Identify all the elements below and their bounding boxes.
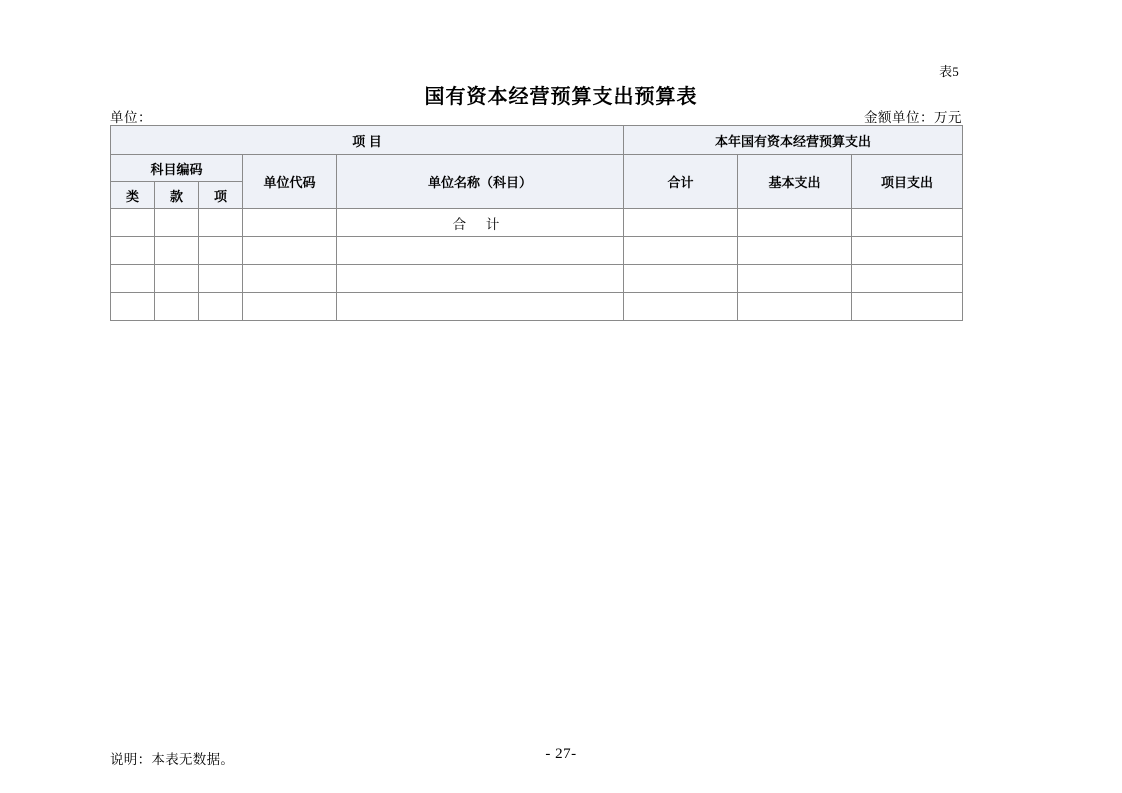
amount-unit-label: 金额单位：万元 xyxy=(864,110,962,125)
page-number: - 27- xyxy=(545,746,577,762)
header-project-expenditure: 项目支出 xyxy=(852,155,963,209)
cell-lei xyxy=(111,293,155,321)
cell-unit-name xyxy=(337,237,624,265)
table-note: 说明：本表无数据。 xyxy=(110,752,235,767)
cell-total xyxy=(624,237,738,265)
table-row xyxy=(111,293,963,321)
cell-kuan xyxy=(155,265,199,293)
cell-total xyxy=(624,293,738,321)
header-code-lei: 类 xyxy=(111,182,155,209)
cell-project xyxy=(852,293,963,321)
form-number-label: 表5 xyxy=(939,64,959,79)
cell-xiang xyxy=(199,209,243,237)
cell-unit-code xyxy=(243,209,337,237)
cell-unit-name xyxy=(337,265,624,293)
cell-unit-name-total: 合 计 xyxy=(337,209,624,237)
cell-kuan xyxy=(155,237,199,265)
cell-project xyxy=(852,209,963,237)
header-subject-code: 科目编码 xyxy=(111,155,243,182)
header-total: 合计 xyxy=(624,155,738,209)
table-row xyxy=(111,265,963,293)
header-basic-expenditure: 基本支出 xyxy=(738,155,852,209)
cell-unit-code xyxy=(243,265,337,293)
cell-basic xyxy=(738,209,852,237)
header-code-xiang: 项 xyxy=(199,182,243,209)
cell-total xyxy=(624,209,738,237)
header-unit-code: 单位代码 xyxy=(243,155,337,209)
cell-lei xyxy=(111,265,155,293)
table-row xyxy=(111,209,963,237)
cell-basic xyxy=(738,293,852,321)
cell-xiang xyxy=(199,293,243,321)
table-meta-row xyxy=(110,106,962,126)
cell-unit-code xyxy=(243,237,337,265)
table-header-sub-row-1 xyxy=(111,155,963,182)
cell-total xyxy=(624,265,738,293)
cell-project xyxy=(852,237,963,265)
header-expenditure-group: 本年国有资本经营预算支出 xyxy=(624,126,963,155)
cell-lei xyxy=(111,237,155,265)
cell-xiang xyxy=(199,237,243,265)
cell-unit-name xyxy=(337,293,624,321)
table-header xyxy=(111,126,963,209)
header-code-kuan: 款 xyxy=(155,182,199,209)
budget-table xyxy=(110,125,963,321)
cell-lei xyxy=(111,209,155,237)
cell-basic xyxy=(738,265,852,293)
table-header-group-row xyxy=(111,126,963,155)
table-body xyxy=(111,209,963,321)
unit-label: 单位： xyxy=(110,110,152,125)
table-row xyxy=(111,237,963,265)
cell-kuan xyxy=(155,293,199,321)
cell-kuan xyxy=(155,209,199,237)
cell-basic xyxy=(738,237,852,265)
cell-project xyxy=(852,265,963,293)
cell-xiang xyxy=(199,265,243,293)
page-title: 国有资本经营预算支出预算表 xyxy=(424,86,698,108)
cell-unit-code xyxy=(243,293,337,321)
header-item-group: 项 目 xyxy=(111,126,624,155)
header-unit-name: 单位名称（科目） xyxy=(337,155,624,209)
